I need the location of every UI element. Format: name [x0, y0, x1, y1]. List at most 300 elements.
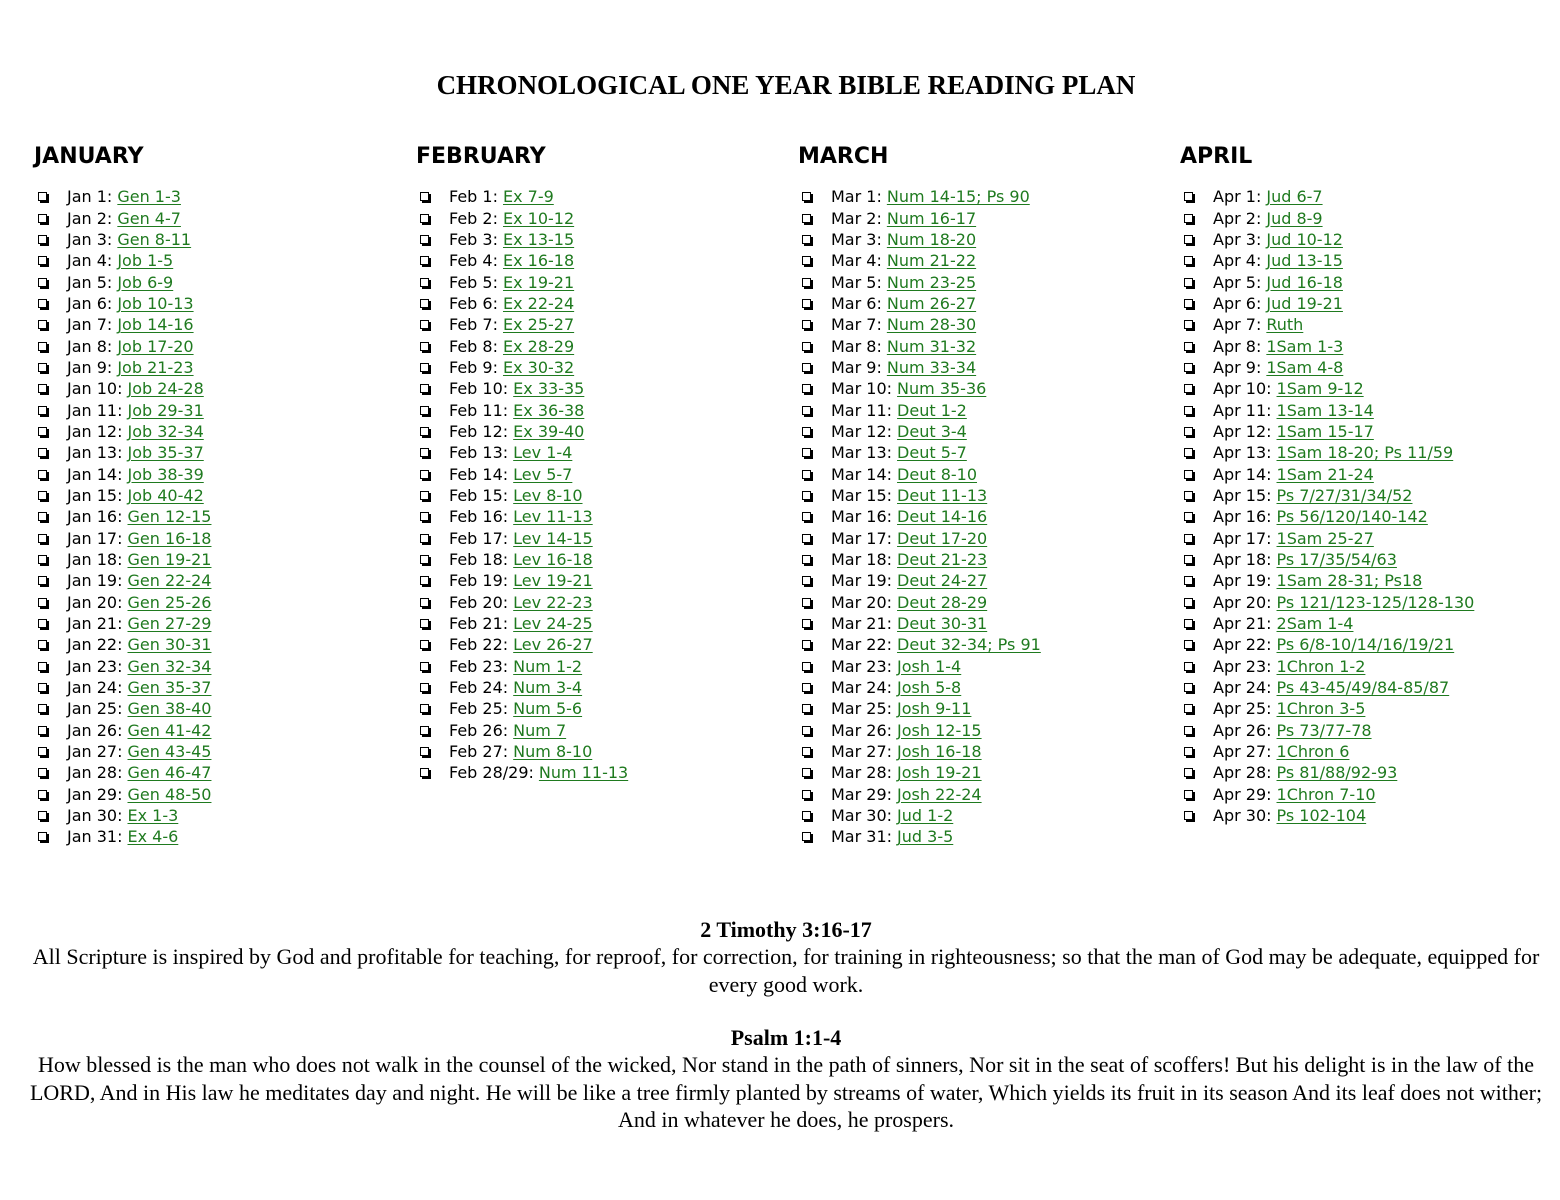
- checkbox-icon[interactable]: [38, 363, 47, 372]
- checkbox-icon[interactable]: [1184, 576, 1193, 585]
- checkbox-icon[interactable]: [802, 790, 811, 799]
- checkbox-icon[interactable]: [38, 235, 47, 244]
- checkbox-icon[interactable]: [420, 640, 429, 649]
- reading-link[interactable]: Jud 1-2: [897, 806, 954, 826]
- reading-link[interactable]: Lev 19-21: [513, 571, 593, 591]
- checkbox-icon[interactable]: [1184, 427, 1193, 436]
- verse-block-timothy: [20, 916, 1552, 998]
- day-label: Feb 3:: [449, 229, 498, 249]
- reading-link[interactable]: Job 32-34: [127, 421, 204, 441]
- checkbox-icon[interactable]: [1184, 342, 1193, 351]
- day-row: [1180, 634, 1550, 655]
- reading-link[interactable]: 1Sam 15-17: [1276, 421, 1374, 441]
- checkbox-icon[interactable]: [802, 768, 811, 777]
- checkbox-icon[interactable]: [802, 363, 811, 372]
- checkbox-icon[interactable]: [802, 726, 811, 735]
- reading-link[interactable]: Ruth: [1266, 315, 1304, 335]
- checkbox-icon[interactable]: [420, 320, 429, 329]
- checkbox-icon[interactable]: [38, 832, 47, 841]
- reading-link[interactable]: Deut 21-23: [897, 550, 988, 570]
- checkbox-icon[interactable]: [802, 619, 811, 628]
- checkbox-icon[interactable]: [38, 683, 47, 692]
- checkbox-icon[interactable]: [420, 726, 429, 735]
- reading-link[interactable]: Num 3-4: [513, 678, 583, 698]
- checkbox-icon[interactable]: [38, 406, 47, 415]
- reading-link[interactable]: Lev 8-10: [513, 485, 583, 505]
- reading-link[interactable]: Ps 81/88/92-93: [1276, 763, 1398, 783]
- reading-link[interactable]: Gen 22-24: [127, 571, 212, 591]
- day-label: Mar 26:: [831, 720, 893, 740]
- checkbox-icon[interactable]: [38, 555, 47, 564]
- reading-link[interactable]: Job 17-20: [117, 336, 194, 356]
- checkbox-icon[interactable]: [802, 470, 811, 479]
- reading-link[interactable]: Deut 24-27: [897, 571, 988, 591]
- checkbox-icon[interactable]: [38, 512, 47, 521]
- checkbox-icon[interactable]: [38, 576, 47, 585]
- checkbox-icon[interactable]: [420, 448, 429, 457]
- checkbox-icon[interactable]: [802, 555, 811, 564]
- checkbox-icon[interactable]: [420, 491, 429, 500]
- reading-link[interactable]: Gen 4-7: [117, 208, 181, 228]
- reading-link[interactable]: Deut 3-4: [897, 421, 967, 441]
- checkbox-icon[interactable]: [420, 342, 429, 351]
- day-label: Jan 16:: [67, 507, 123, 527]
- checkbox-icon[interactable]: [38, 726, 47, 735]
- checkbox-icon[interactable]: [38, 448, 47, 457]
- day-label: Jan 17:: [67, 528, 123, 548]
- reading-link[interactable]: Jud 6-7: [1266, 187, 1323, 207]
- reading-link[interactable]: Gen 46-47: [127, 763, 212, 783]
- reading-link[interactable]: Job 14-16: [117, 315, 194, 335]
- reading-link[interactable]: Num 7: [513, 720, 567, 740]
- day-row: [1180, 784, 1550, 805]
- checkbox-icon[interactable]: [1184, 640, 1193, 649]
- checkbox-icon[interactable]: [420, 470, 429, 479]
- checkbox-icon[interactable]: [38, 640, 47, 649]
- reading-link[interactable]: Lev 1-4: [513, 443, 573, 463]
- checkbox-icon[interactable]: [802, 384, 811, 393]
- reading-link[interactable]: 1Chron 6: [1276, 742, 1350, 762]
- reading-link[interactable]: 2Sam 1-4: [1276, 614, 1354, 634]
- reading-link[interactable]: Num 31-32: [886, 336, 977, 356]
- checkbox-icon[interactable]: [38, 384, 47, 393]
- checkbox-icon[interactable]: [1184, 470, 1193, 479]
- day-row: [798, 720, 1168, 741]
- checkbox-icon[interactable]: [1184, 299, 1193, 308]
- reading-link[interactable]: Jud 8-9: [1266, 208, 1323, 228]
- day-list: [798, 186, 1168, 848]
- reading-link[interactable]: Lev 24-25: [513, 614, 593, 634]
- reading-link[interactable]: Josh 12-15: [897, 720, 982, 740]
- checkbox-icon[interactable]: [38, 192, 47, 201]
- checkbox-icon[interactable]: [1184, 278, 1193, 287]
- day-row: [34, 207, 404, 228]
- reading-link[interactable]: 1Sam 9-12: [1276, 379, 1364, 399]
- reading-link[interactable]: Num 21-22: [886, 251, 977, 271]
- day-row: [1180, 293, 1550, 314]
- day-row: [1180, 485, 1550, 506]
- checkbox-icon[interactable]: [1184, 598, 1193, 607]
- checkbox-icon[interactable]: [420, 363, 429, 372]
- day-label: Mar 27:: [831, 742, 893, 762]
- checkbox-icon[interactable]: [38, 747, 47, 756]
- day-label: Mar 24:: [831, 678, 893, 698]
- reading-link[interactable]: Gen 38-40: [127, 699, 212, 719]
- checkbox-icon[interactable]: [802, 192, 811, 201]
- checkbox-icon[interactable]: [38, 704, 47, 713]
- reading-link[interactable]: 1Sam 21-24: [1276, 464, 1374, 484]
- reading-link[interactable]: Josh 9-11: [897, 699, 972, 719]
- checkbox-icon[interactable]: [420, 662, 429, 671]
- checkbox-icon[interactable]: [802, 491, 811, 500]
- day-row: [798, 378, 1168, 399]
- reading-link[interactable]: Num 11-13: [538, 763, 629, 783]
- reading-link[interactable]: Lev 5-7: [513, 464, 573, 484]
- day-label: Mar 8:: [831, 336, 882, 356]
- reading-link[interactable]: Ex 25-27: [502, 315, 575, 335]
- checkbox-icon[interactable]: [802, 747, 811, 756]
- reading-link[interactable]: Ps 121/123-125/128-130: [1276, 592, 1475, 612]
- day-label: Jan 14:: [67, 464, 123, 484]
- checkbox-icon[interactable]: [1184, 683, 1193, 692]
- checkbox-icon[interactable]: [1184, 662, 1193, 671]
- checkbox-icon[interactable]: [1184, 619, 1193, 628]
- checkbox-icon[interactable]: [1184, 747, 1193, 756]
- day-label: Apr 19:: [1213, 571, 1272, 591]
- day-label: Apr 20:: [1213, 592, 1272, 612]
- verse-block-psalm: [20, 1024, 1552, 1134]
- checkbox-icon[interactable]: [1184, 406, 1193, 415]
- day-row: [416, 442, 786, 463]
- checkbox-icon[interactable]: [420, 192, 429, 201]
- reading-link[interactable]: Job 6-9: [117, 272, 174, 292]
- day-label: Feb 22:: [449, 635, 509, 655]
- reading-link[interactable]: 1Chron 3-5: [1276, 699, 1366, 719]
- reading-link[interactable]: Gen 12-15: [127, 507, 212, 527]
- checkbox-icon[interactable]: [1184, 363, 1193, 372]
- checkbox-icon[interactable]: [38, 278, 47, 287]
- checkbox-icon[interactable]: [802, 811, 811, 820]
- reading-link[interactable]: Ex 4-6: [127, 827, 179, 847]
- reading-link[interactable]: Deut 30-31: [897, 614, 988, 634]
- reading-link[interactable]: Ex 28-29: [502, 336, 575, 356]
- checkbox-icon[interactable]: [1184, 320, 1193, 329]
- reading-link[interactable]: Job 38-39: [127, 464, 204, 484]
- reading-link[interactable]: Deut 5-7: [897, 443, 967, 463]
- reading-link[interactable]: Josh 22-24: [897, 784, 982, 804]
- reading-link[interactable]: Deut 8-10: [897, 464, 978, 484]
- day-label: Jan 2:: [67, 208, 113, 228]
- day-row: [416, 634, 786, 655]
- reading-link[interactable]: Josh 1-4: [897, 656, 962, 676]
- checkbox-icon[interactable]: [38, 256, 47, 265]
- day-label: Feb 16:: [449, 507, 509, 527]
- day-label: Apr 23:: [1213, 656, 1272, 676]
- day-label: Jan 29:: [67, 784, 123, 804]
- checkbox-icon[interactable]: [420, 619, 429, 628]
- month-heading: APRIL: [1180, 144, 1253, 169]
- checkbox-icon[interactable]: [420, 683, 429, 692]
- checkbox-icon[interactable]: [1184, 491, 1193, 500]
- day-label: Feb 6:: [449, 293, 498, 313]
- reading-link[interactable]: Gen 30-31: [127, 635, 212, 655]
- reading-link[interactable]: 1Chron 7-10: [1276, 784, 1376, 804]
- reading-link[interactable]: 1Sam 4-8: [1266, 357, 1344, 377]
- reading-link[interactable]: Ps 6/8-10/14/16/19/21: [1276, 635, 1455, 655]
- reading-link[interactable]: Ps 56/120/140-142: [1276, 507, 1428, 527]
- day-row: [798, 592, 1168, 613]
- day-row: [416, 463, 786, 484]
- checkbox-icon[interactable]: [1184, 704, 1193, 713]
- checkbox-icon[interactable]: [802, 662, 811, 671]
- day-row: [34, 698, 404, 719]
- checkbox-icon[interactable]: [38, 811, 47, 820]
- checkbox-icon[interactable]: [802, 320, 811, 329]
- checkbox-icon[interactable]: [802, 704, 811, 713]
- reading-link[interactable]: 1Sam 18-20; Ps 11/59: [1276, 443, 1454, 463]
- checkbox-icon[interactable]: [802, 278, 811, 287]
- reading-link[interactable]: Deut 17-20: [897, 528, 988, 548]
- reading-link[interactable]: 1Sam 28-31; Ps18: [1276, 571, 1423, 591]
- checkbox-icon[interactable]: [420, 384, 429, 393]
- reading-link[interactable]: Ps 43-45/49/84-85/87: [1276, 678, 1450, 698]
- reading-link[interactable]: Num 18-20: [886, 229, 977, 249]
- reading-link[interactable]: Josh 16-18: [897, 742, 982, 762]
- reading-link[interactable]: Deut 11-13: [897, 485, 988, 505]
- day-label: Mar 23:: [831, 656, 893, 676]
- reading-link[interactable]: Num 14-15; Ps 90: [886, 187, 1030, 207]
- reading-link[interactable]: Jud 3-5: [897, 827, 954, 847]
- checkbox-icon[interactable]: [802, 406, 811, 415]
- checkbox-icon[interactable]: [420, 406, 429, 415]
- reading-link[interactable]: Gen 41-42: [127, 720, 212, 740]
- checkbox-icon[interactable]: [38, 342, 47, 351]
- checkbox-icon[interactable]: [38, 662, 47, 671]
- checkbox-icon[interactable]: [420, 235, 429, 244]
- checkbox-icon[interactable]: [420, 512, 429, 521]
- checkbox-icon[interactable]: [802, 512, 811, 521]
- reading-link[interactable]: Gen 1-3: [117, 187, 181, 207]
- reading-link[interactable]: Job 1-5: [117, 251, 174, 271]
- reading-link[interactable]: Num 28-30: [886, 315, 977, 335]
- reading-link[interactable]: Lev 11-13: [513, 507, 593, 527]
- checkbox-icon[interactable]: [420, 768, 429, 777]
- reading-link[interactable]: Lev 16-18: [513, 550, 593, 570]
- reading-link[interactable]: Deut 1-2: [897, 400, 967, 420]
- checkbox-icon[interactable]: [1184, 726, 1193, 735]
- day-label: Jan 5:: [67, 272, 113, 292]
- reading-link[interactable]: Job 29-31: [127, 400, 204, 420]
- reading-link[interactable]: Ex 13-15: [502, 229, 575, 249]
- reading-link[interactable]: Gen 16-18: [127, 528, 212, 548]
- reading-link[interactable]: Gen 19-21: [127, 550, 212, 570]
- reading-link[interactable]: Gen 8-11: [117, 229, 192, 249]
- checkbox-icon[interactable]: [1184, 235, 1193, 244]
- checkbox-icon[interactable]: [38, 470, 47, 479]
- reading-link[interactable]: Lev 26-27: [513, 635, 593, 655]
- day-label: Feb 10:: [449, 379, 509, 399]
- reading-link[interactable]: Ps 17/35/54/63: [1276, 550, 1397, 570]
- day-row: [34, 421, 404, 442]
- checkbox-icon[interactable]: [1184, 512, 1193, 521]
- checkbox-icon[interactable]: [802, 598, 811, 607]
- reading-link[interactable]: Jud 19-21: [1266, 293, 1343, 313]
- checkbox-icon[interactable]: [1184, 811, 1193, 820]
- day-row: [34, 442, 404, 463]
- day-row: [34, 634, 404, 655]
- checkbox-icon[interactable]: [802, 427, 811, 436]
- day-label: Apr 15:: [1213, 485, 1272, 505]
- checkbox-icon[interactable]: [420, 576, 429, 585]
- reading-link[interactable]: Ps 73/77-78: [1276, 720, 1372, 740]
- checkbox-icon[interactable]: [38, 790, 47, 799]
- checkbox-icon[interactable]: [38, 598, 47, 607]
- reading-link[interactable]: 1Sam 25-27: [1276, 528, 1374, 548]
- reading-link[interactable]: Lev 22-23: [513, 592, 593, 612]
- reading-link[interactable]: Ex 19-21: [502, 272, 575, 292]
- reading-link[interactable]: Jud 16-18: [1266, 272, 1343, 292]
- day-row: [416, 656, 786, 677]
- reading-link[interactable]: Ex 33-35: [513, 379, 585, 399]
- day-row: [416, 186, 786, 207]
- month-column-march: [798, 142, 1168, 848]
- checkbox-icon[interactable]: [420, 214, 429, 223]
- checkbox-icon[interactable]: [1184, 768, 1193, 777]
- reading-link[interactable]: 1Sam 13-14: [1276, 400, 1374, 420]
- day-row: [416, 421, 786, 442]
- reading-link[interactable]: 1Sam 1-3: [1266, 336, 1344, 356]
- reading-link[interactable]: Ex 30-32: [502, 357, 575, 377]
- checkbox-icon[interactable]: [420, 598, 429, 607]
- reading-link[interactable]: Num 5-6: [513, 699, 583, 719]
- reading-link[interactable]: Ex 16-18: [502, 251, 575, 271]
- checkbox-icon[interactable]: [420, 555, 429, 564]
- reading-link[interactable]: Ps 7/27/31/34/52: [1276, 485, 1413, 505]
- checkbox-icon[interactable]: [38, 619, 47, 628]
- checkbox-icon[interactable]: [802, 683, 811, 692]
- day-label: Mar 3:: [831, 229, 882, 249]
- checkbox-icon[interactable]: [1184, 790, 1193, 799]
- reading-link[interactable]: Num 8-10: [513, 742, 593, 762]
- day-row: [416, 528, 786, 549]
- reading-link[interactable]: Deut 32-34; Ps 91: [897, 635, 1041, 655]
- reading-link[interactable]: Josh 19-21: [897, 763, 982, 783]
- checkbox-icon[interactable]: [802, 832, 811, 841]
- reading-link[interactable]: Josh 5-8: [897, 678, 962, 698]
- reading-link[interactable]: Ex 39-40: [513, 421, 585, 441]
- day-row: [416, 506, 786, 527]
- checkbox-icon[interactable]: [802, 214, 811, 223]
- reading-link[interactable]: Num 16-17: [886, 208, 977, 228]
- checkbox-icon[interactable]: [38, 214, 47, 223]
- day-row: [1180, 442, 1550, 463]
- reading-link[interactable]: Job 24-28: [127, 379, 204, 399]
- reading-link[interactable]: Job 40-42: [127, 485, 204, 505]
- reading-link[interactable]: Num 26-27: [886, 293, 977, 313]
- reading-link[interactable]: Gen 27-29: [127, 614, 212, 634]
- checkbox-icon[interactable]: [1184, 214, 1193, 223]
- reading-link[interactable]: Ex 7-9: [502, 187, 554, 207]
- checkbox-icon[interactable]: [420, 427, 429, 436]
- checkbox-icon[interactable]: [38, 534, 47, 543]
- checkbox-icon[interactable]: [802, 448, 811, 457]
- reading-link[interactable]: Gen 25-26: [127, 592, 212, 612]
- reading-link[interactable]: Lev 14-15: [513, 528, 593, 548]
- reading-link[interactable]: Gen 35-37: [127, 678, 212, 698]
- checkbox-icon[interactable]: [1184, 534, 1193, 543]
- reading-link[interactable]: Gen 32-34: [127, 656, 212, 676]
- checkbox-icon[interactable]: [1184, 192, 1193, 201]
- checkbox-icon[interactable]: [802, 299, 811, 308]
- checkbox-icon[interactable]: [420, 278, 429, 287]
- reading-link[interactable]: Gen 43-45: [127, 742, 212, 762]
- day-row: [1180, 378, 1550, 399]
- checkbox-icon[interactable]: [802, 256, 811, 265]
- day-row: [34, 805, 404, 826]
- day-row: [34, 229, 404, 250]
- checkbox-icon[interactable]: [802, 640, 811, 649]
- checkbox-icon[interactable]: [1184, 448, 1193, 457]
- checkbox-icon[interactable]: [38, 491, 47, 500]
- checkbox-icon[interactable]: [1184, 384, 1193, 393]
- checkbox-icon[interactable]: [38, 320, 47, 329]
- checkbox-icon[interactable]: [420, 704, 429, 713]
- reading-link[interactable]: Num 1-2: [513, 656, 583, 676]
- reading-link[interactable]: Job 21-23: [117, 357, 194, 377]
- day-row: [416, 293, 786, 314]
- reading-link[interactable]: Num 33-34: [886, 357, 977, 377]
- reading-link[interactable]: Ex 22-24: [502, 293, 575, 313]
- checkbox-icon[interactable]: [1184, 555, 1193, 564]
- day-label: Feb 23:: [449, 656, 509, 676]
- reading-link[interactable]: 1Chron 1-2: [1276, 656, 1366, 676]
- day-row: [34, 314, 404, 335]
- checkbox-icon[interactable]: [1184, 256, 1193, 265]
- reading-link[interactable]: Num 23-25: [886, 272, 977, 292]
- reading-link[interactable]: Jud 13-15: [1266, 251, 1343, 271]
- reading-link[interactable]: Job 10-13: [117, 293, 194, 313]
- reading-link[interactable]: Ex 36-38: [513, 400, 585, 420]
- reading-link[interactable]: Job 35-37: [127, 443, 204, 463]
- checkbox-icon[interactable]: [802, 235, 811, 244]
- checkbox-icon[interactable]: [802, 534, 811, 543]
- checkbox-icon[interactable]: [420, 299, 429, 308]
- checkbox-icon[interactable]: [420, 747, 429, 756]
- checkbox-icon[interactable]: [802, 576, 811, 585]
- reading-link[interactable]: Ex 1-3: [127, 806, 179, 826]
- day-label: Jan 7:: [67, 315, 113, 335]
- checkbox-icon[interactable]: [38, 299, 47, 308]
- reading-link[interactable]: Deut 14-16: [897, 507, 988, 527]
- checkbox-icon[interactable]: [420, 256, 429, 265]
- reading-link[interactable]: Ex 10-12: [502, 208, 575, 228]
- day-label: Apr 18:: [1213, 550, 1272, 570]
- reading-link[interactable]: Jud 10-12: [1266, 229, 1343, 249]
- day-row: [798, 570, 1168, 591]
- reading-link[interactable]: Num 35-36: [897, 379, 987, 399]
- checkbox-icon[interactable]: [38, 768, 47, 777]
- day-row: [798, 293, 1168, 314]
- checkbox-icon[interactable]: [802, 342, 811, 351]
- checkbox-icon[interactable]: [38, 427, 47, 436]
- reading-link[interactable]: Deut 28-29: [897, 592, 988, 612]
- reading-link[interactable]: Gen 48-50: [127, 784, 212, 804]
- checkbox-icon[interactable]: [420, 534, 429, 543]
- day-label: Jan 24:: [67, 678, 123, 698]
- day-label: Jan 25:: [67, 699, 123, 719]
- reading-link[interactable]: Ps 102-104: [1276, 806, 1367, 826]
- day-label: Jan 26:: [67, 720, 123, 740]
